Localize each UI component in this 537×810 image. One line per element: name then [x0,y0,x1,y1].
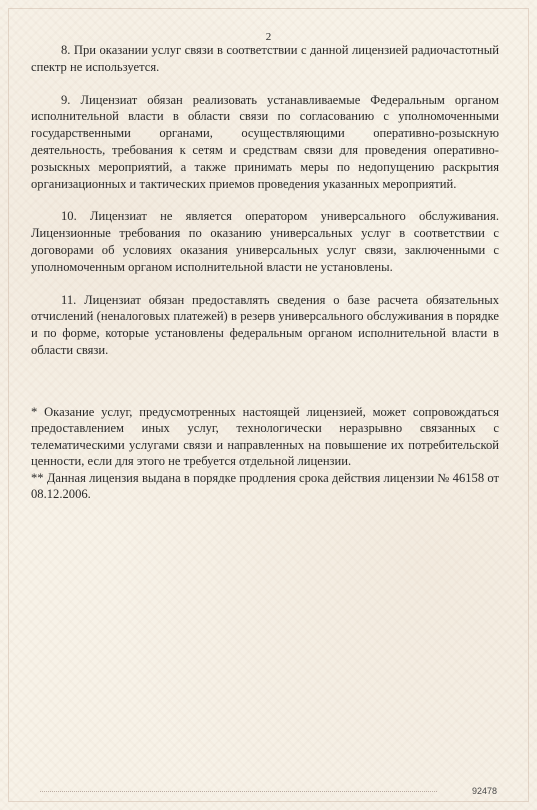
paragraph-10: 10. Лицензиат не является оператором универсального обслуживания. Лицензионные требования по оказанию универсальных услуг в соответствии с договорами об условиях оказания универсальных услуг связи, заключенными с уполномоченным органом исполнительной власти не установлены. [31,209,499,274]
bottom-divider [40,791,437,792]
paragraph-11: 11. Лицензиат обязан предоставлять сведения о базе расчета обязательных отчислений (неналоговых платежей) в резерв универсального обслуживания в порядке и по форме, которые установлены федеральным органом исполнительной власти в области связи. [31,292,499,357]
paragraph-8: 8. При оказании услуг связи в соответствии с данной лицензией радиочастотный спектр не используется. [31,43,499,74]
footnotes [31,404,499,502]
main-content [31,42,499,359]
footnote-license-renewal: ** Данная лицензия выдана в порядке продления срока действия лицензии № 46158 от 08.12.2006. [31,470,499,502]
page-number: 2 [265,31,272,43]
serial-number: 92478 [471,786,497,796]
paragraph-9: 9. Лицензиат обязан реализовать устанавливаемые Федеральным органом исполнительной власти в области связи по согласованию с уполномоченными государственными органами, осуществляющими оперативно-розыскную деятельность, требования к сетям и средствам связи для проведения оперативно-розыскных мероприятий, а также принимать меры по недопущению раскрытия организационных и тактических приемов проведения указанных мероприятий. [31,92,499,191]
footnote-services: * Оказание услуг, предусмотренных настоящей лицензией, может сопровождаться предоставлением иных услуг, технологически неразрывно связанных с телематическими услугами связи и направленных на повышение их потребительской ценности, если для этого не требуется отдельной лицензии. [31,405,499,469]
